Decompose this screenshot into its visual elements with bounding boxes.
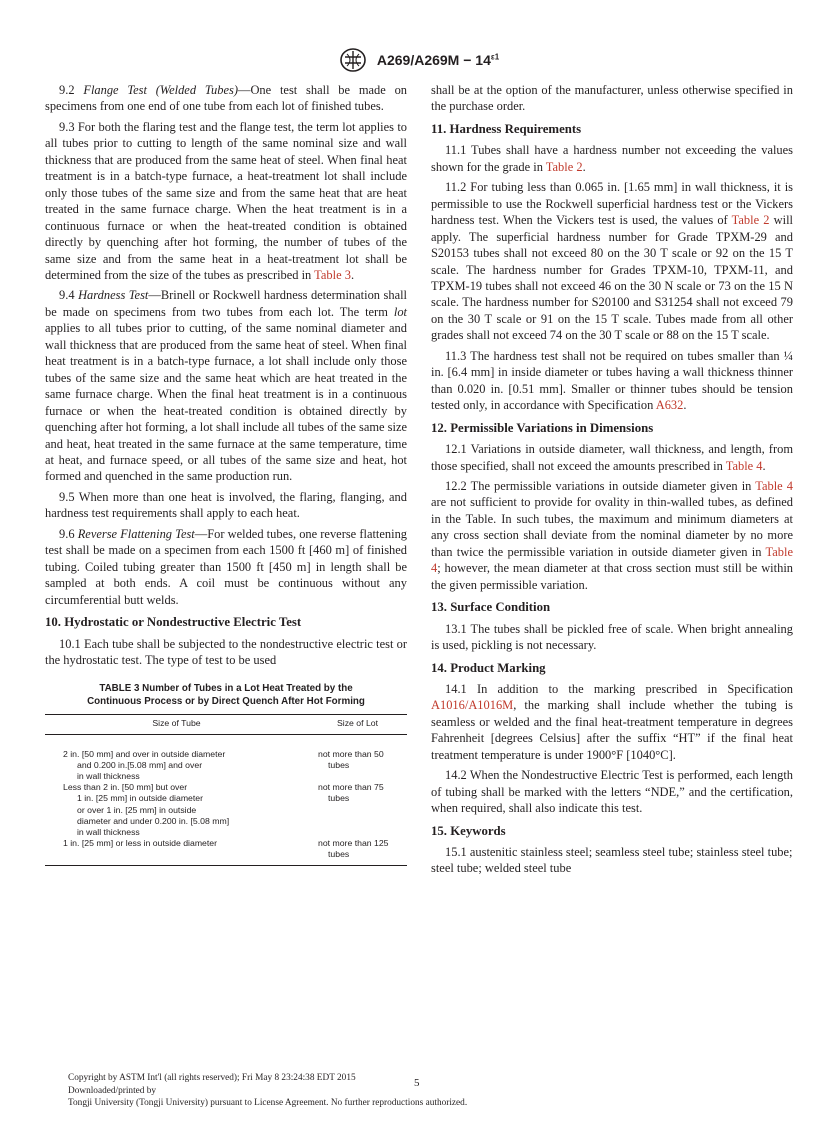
- para-11-3: 11.3 The hardness test shall not be required on tubes smaller than ¼ in. [6.4 mm] in inside diameter or tubes having a wall thickness thinner than 0.020 in. [0.51 mm]. Smaller or thinner tubes should be tension tested only, in accordance with Specification A632.: [431, 348, 793, 413]
- left-column: [45, 82, 407, 866]
- table-3: [45, 714, 407, 865]
- table-row: Less than 2 in. [50 mm] but over 1 in. [25 mm] in outside diameter or over 1 in. [25 mm] in outside diameter and under 0.200 in. [5.08 mm] in wall thickness not more than 75 tubes: [63, 782, 384, 838]
- table-4-link[interactable]: Table 4: [755, 478, 793, 493]
- section-12-heading: 12. Permissible Variations in Dimensions: [431, 420, 654, 435]
- table-4-link[interactable]: Table 4: [431, 544, 793, 576]
- para-9-2: 9.2 Flange Test (Welded Tubes)—One test shall be made on specimens from one end of one tube from each lot of finished tubes.: [45, 83, 408, 114]
- para-9-6: 9.6 Reverse Flattening Test—For welded tubes, one reverse flattening test shall be made on a specimen from each 1500 ft [460 m] of finished tubing. Coiled tubing greater than 1500 ft [450 m] in length shall be sampled at both ends. A coil must be continuous without any circumferential butt welds.: [45, 526, 408, 607]
- page-header: [0, 48, 838, 72]
- standard-designation: $A269/A269M - 14^{\varepsilon 1}$: [376, 52, 500, 68]
- para-9-4: 9.4 Hardness Test—Brinell or Rockwell hardness determination shall be made on specimens from two tubes from each lot. The term lot applies to all tubes prior to cutting, of the same nominal diameter and wall thickness that are produced from the same heat of steel. When final heat treatment is in a batch-type furnace, a lot shall include only those tubes of the same size and the same heat which are heat treated in the same furnace charge. When the final heat treatment is in a continuous furnace or when the heat-treated condition is obtained directly by quenching after hot forming, a lot shall include all tubes of the same size and heat, heat treated in the same furnace at the same temperature, time at heat, and furnace speed, or all tubes of the same size and heat, hot formed and quenched in the same production run.: [45, 288, 408, 484]
- a1016-link[interactable]: A1016/A1016M: [431, 698, 514, 713]
- para-13-1: 13.1 The tubes shall be pickled free of scale. When bright annealing is used, pickling is not necessary.: [431, 621, 793, 653]
- right-column: [431, 82, 793, 881]
- para-10-1: 10.1 Each tube shall be subjected to the nondestructive electric test or the hydrostatic test. The type of test to be used: [45, 636, 407, 667]
- para-11-1: 11.1 Tubes shall have a hardness number not exceeding the values shown for the grade in Table 2.: [431, 143, 793, 174]
- para-14-2: 14.2 When the Nondestructive Electric Test is performed, each length of tubing shall be marked with the letters “NDE,” and the certification, when required, shall also indicate this test.: [431, 768, 793, 816]
- table-2-link[interactable]: Table 2: [545, 159, 583, 174]
- section-13-heading: 13. Surface Condition: [431, 600, 551, 615]
- a632-link[interactable]: A632: [655, 398, 684, 413]
- astm-logo-icon: [339, 48, 367, 72]
- para-14-1: 14.1 In addition to the marking prescribed in Specification A1016/A1016M, the marking shall include whether the tubing is seamless or welded and the final heat-treatment temperature in degrees Fahrenheit [degrees Celsius] after the suffix “HT” if the final heat treatment temperature is under 1900°F [1040°C].: [431, 681, 793, 762]
- section-15-heading: 15. Keywords: [431, 823, 506, 838]
- section-14-heading: 14. Product Marking: [431, 660, 546, 675]
- copyright-footer: Copyright by ASTM Int'l (all rights reserved); Fri May 8 23:24:38 EDT 2015 Downloaded/printed by Tongji University (Tongji University) pursuant to License Agreement. No further reproductions authorized.: [68, 1073, 468, 1109]
- table-4-link[interactable]: Table 4: [725, 458, 763, 473]
- table-2-link[interactable]: Table 2: [731, 213, 770, 228]
- para-11-2: 11.2 For tubing less than 0.065 in. [1.65 mm] in wall thickness, it is permissible to use the Rockwell superficial hardness test or the Vickers hardness test. When the Vickers test is used, the values of Table 2 will apply. The superficial hardness number for Grade TPXM-29 and S20153 tubes shall not exceed 80 on the 30 T scale or 92 on the 15 T scale. The hardness number for Grades TPXM-10, TPXM-11, and TPXM-19 tubes shall not exceed 46 on the 30 N scale or 73 on the 15 N scale. The hardness number for S20100 and S31254 shall not exceed 79 on the 30 T scale or 91 on the 15 T scale. Tubes made from all other grades shall not exceed 74 on the 30 T scale or 88 on the 15 T scale.: [431, 180, 793, 343]
- table-header-size-of-lot: Size of Lot: [308, 715, 407, 734]
- para-12-2: 12.2 The permissible variations in outside diameter given in Table 4 are not sufficient to provide for ovality in thin-walled tubes, as defined in the Table. In such tubes, the maximum and minimum diameters at any cross section shall deviate from the nominal diameter by no more than twice the permissible variation in outside diameter given in Table 4; however, the mean diameter at that cross section must still be within the given permissible variation.: [431, 478, 793, 592]
- page-number: 5: [414, 1077, 420, 1089]
- table-row: 2 in. [50 mm] and over in outside diameter and 0.200 in.[5.08 mm] and over in wall thickness not more than 50 tubes: [63, 748, 384, 782]
- table-3-link[interactable]: Table 3: [314, 267, 351, 282]
- para-9-5: 9.5 When more than one heat is involved, the flaring, flanging, and hardness test requirements shall apply to each heat.: [45, 489, 407, 521]
- para-12-1: 12.1 Variations in outside diameter, wall thickness, and length, from those specified, shall not exceed the amounts prescribed in Table 4.: [431, 442, 793, 473]
- table-header-size-of-tube: Size of Tube: [45, 715, 308, 734]
- table-3-caption: TABLE 3 Number of Tubes in a Lot Heat Treated by the Continuous Process or by Direct Quench After Hot Forming: [87, 683, 365, 708]
- table-row: 1 in. [25 mm] or less in outside diameter not more than 125 tubes: [45, 838, 407, 865]
- section-11-heading: 11. Hardness Requirements: [431, 121, 582, 136]
- para-10-1-continued: shall be at the option of the manufacturer, unless otherwise specified in the purchase order.: [431, 83, 793, 114]
- para-15-1: 15.1 austenitic stainless steel; seamless steel tube; stainless steel tube; steel tube; welded steel tube: [431, 845, 793, 876]
- para-9-3: 9.3 For both the flaring test and the flange test, the term lot applies to all tubes prior to cutting to length of the same nominal size and wall thickness that are produced from the same heat of steel. When final heat treatment is in a batch-type furnace, a heat-treatment lot shall include only those tubes of the same size and from the same heat that are heat treated in the same furnace charge. When the heat treatment is in a continuous furnace or when the heat-treated condition is obtained directly by quenching after hot forming, the number of tubes of the same size and from the same heat in a heat-treatment lot shall be determined from the size of the tubes as prescribed in Table 3.: [45, 119, 407, 282]
- section-10-heading: 10. Hydrostatic or Nondestructive Electric Test: [45, 615, 302, 630]
